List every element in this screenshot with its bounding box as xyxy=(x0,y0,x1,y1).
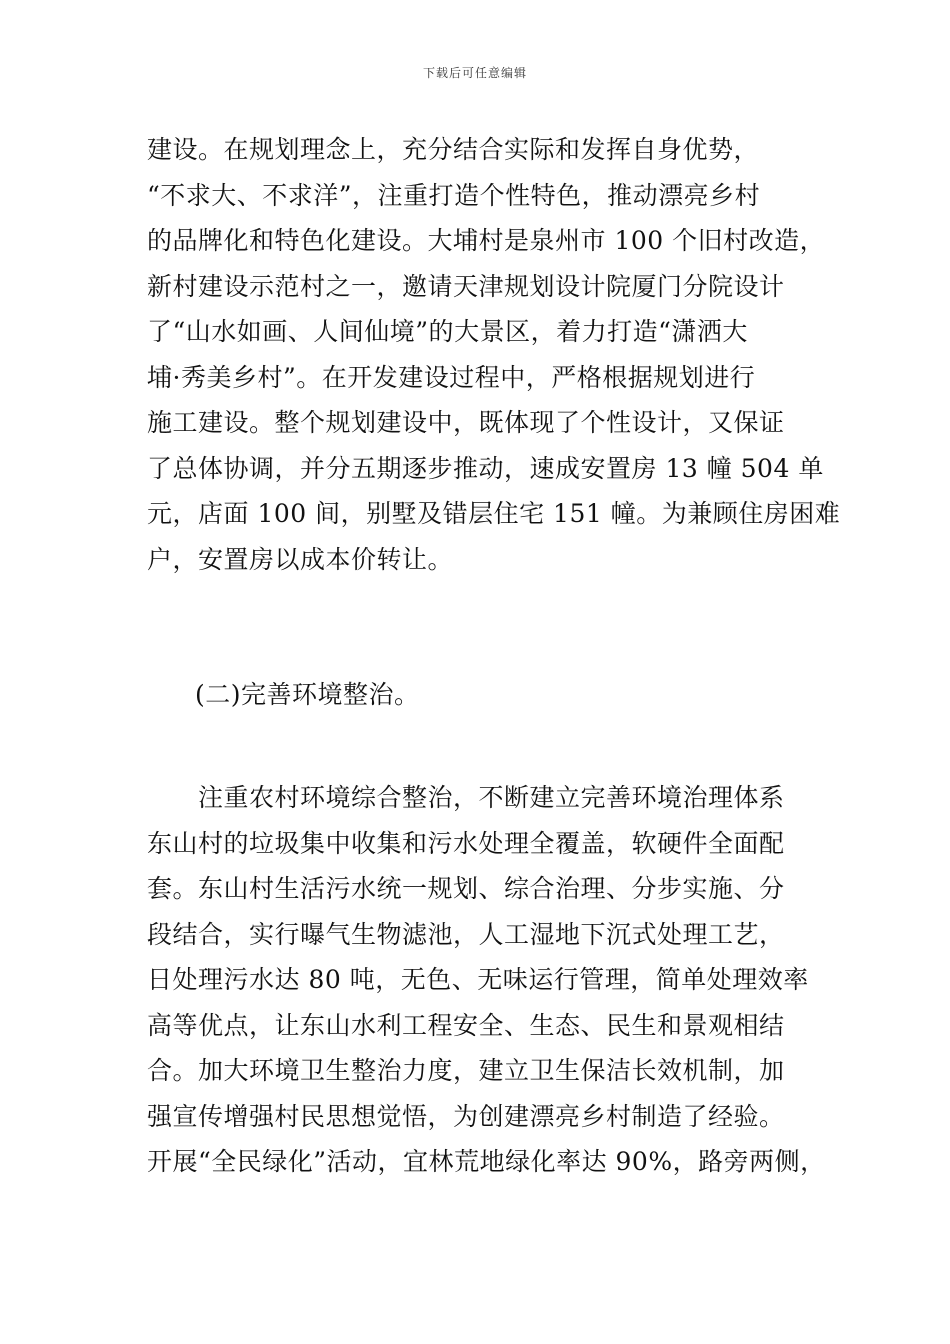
text-line: 日处理污水达 80 吨，无色、无味运行管理，简单处理效率 xyxy=(147,965,809,994)
text-line: 新村建设示范村之一，邀请天津规划设计院厦门分院设计 xyxy=(147,271,785,301)
text-line: 的品牌化和特色化建设。大埔村是泉州市 100 个旧村改造， xyxy=(147,226,826,255)
text-line: 套。东山村生活污水统一规划、综合治理、分步实施、分 xyxy=(147,874,785,903)
paragraph-environment xyxy=(147,775,835,1185)
text-line: 户，安置房以成本价转让。 xyxy=(147,544,454,574)
text-line: 开展“全民绿化”活动，宜林荒地绿化率达 90%，路旁两侧， xyxy=(147,1147,826,1176)
text-line: 合。加大环境卫生整治力度，建立卫生保洁长效机制，加 xyxy=(147,1056,785,1085)
text-line: 注重农村环境综合整治，不断建立完善环境治理体系 xyxy=(147,783,785,812)
text-line: 施工建设。整个规划建设中，既体现了个性设计，又保证 xyxy=(147,408,785,437)
text-line: 段结合，实行曝气生物滤池，人工湿地下沉式处理工艺， xyxy=(147,919,785,949)
text-line: 东山村的垃圾集中收集和污水处理全覆盖，软硬件全面配 xyxy=(147,828,785,858)
text-line: 高等优点，让东山水利工程安全、生态、民生和景观相结 xyxy=(147,1010,785,1040)
text-line: 埔·秀美乡村”。在开发建设过程中，严格根据规划进行 xyxy=(147,362,756,392)
text-line: 了“山水如画、人间仙境”的大景区，着力打造“潇洒大 xyxy=(147,317,748,346)
text-line: 建设。在规划理念上，充分结合实际和发挥自身优势， xyxy=(147,135,760,164)
text-line: “不求大、不求洋”，注重打造个性特色，推动漂亮乡村 xyxy=(147,180,761,210)
text-line: 元，店面 100 间，别墅及错层住宅 151 幢。为兼顾住房困难 xyxy=(147,499,841,528)
page-header: 下载后可任意编辑 xyxy=(422,66,527,80)
paragraph-planning xyxy=(147,127,841,582)
text-line: 了总体协调，并分五期逐步推动，速成安置房 13 幢 504 单 xyxy=(147,453,824,483)
section-heading: (二)完善环境整治。 xyxy=(195,680,420,709)
text-line: 强宣传增强村民思想觉悟，为创建漂亮乡村制造了经验。 xyxy=(147,1101,785,1131)
